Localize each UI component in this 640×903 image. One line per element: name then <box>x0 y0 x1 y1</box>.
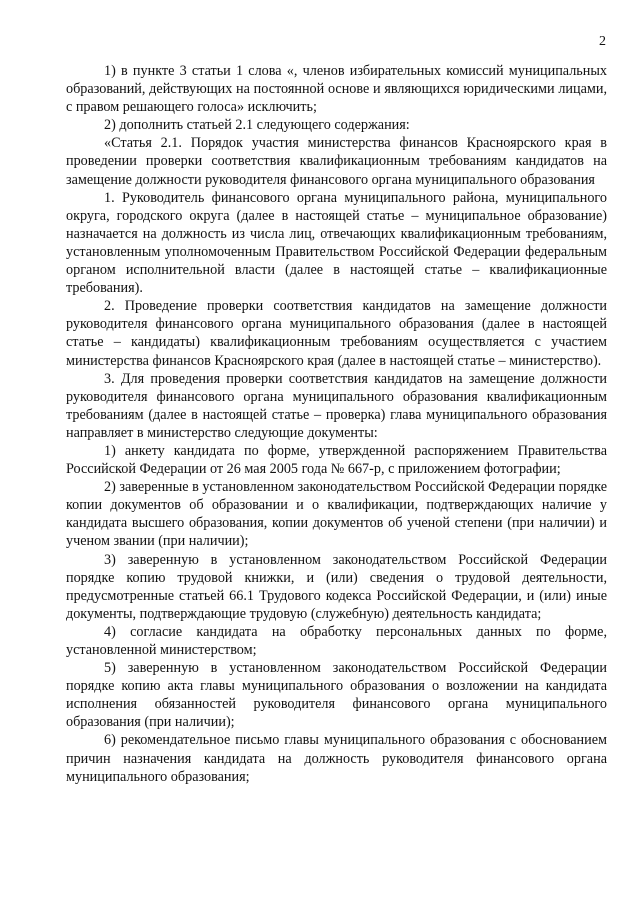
page-number: 2 <box>599 34 606 49</box>
paragraph-amendment-2: 2) дополнить статьей 2.1 следующего содержания: <box>104 117 410 134</box>
list-item-5: 5) заверенную в установленном законодательством Российской Федерации порядке копию акта главы муниципального образования о возложении на кандидата исполнения обязанностей руководителя финансового органа муниципального образования (при наличии); <box>66 660 607 731</box>
list-item-1: 1) анкету кандидата по форме, утвержденной распоряжением Правительства Российской Федерации от 26 мая 2005 года № 667-р, с приложением фотографии; <box>66 442 607 478</box>
list-item-2: 2) заверенные в установленном законодательством Российской Федерации порядке копии документов об образовании и о квалификации, подтверждающих наличие у кандидата высшего образования, копии документов об ученой степени (при наличии) и ученом звании (при наличии); <box>66 479 608 550</box>
list-item-4: 4) согласие кандидата на обработку персональных данных по форме, установленной министерством; <box>66 623 607 658</box>
paragraph-clause-2: 2. Проведение проверки соответствия кандидатов на замещение должности руководителя финансового органа муниципального образования (далее в настоящей статье – кандидаты) квалификационным требованиям осуществляется с участием министерства финансов Красноярского края (далее в настоящей статье – министерство). <box>66 298 607 369</box>
list-item-3: 3) заверенную в установленном законодательством Российской Федерации порядке копию трудовой книжки, и (или) сведения о трудовой деятельности, предусмотренные статьей 66.1 Трудового кодекса Российской Федерации, и (или) иные документы, подтверждающие трудовую (служебную) деятельность кандидата; <box>66 551 607 622</box>
paragraph-clause-1: 1. Руководитель финансового органа муниципального района, муниципального округа, городского округа (далее в настоящей статье – муниципальное образование) назначается на должность из числа лиц, отвечающих квалификационным требованиям, установленным уполномоченным Правительством Российской Федерации федеральным органом исполнительной власти (далее в настоящей статье – квалификационные требования). <box>66 189 607 297</box>
list-item-6: 6) рекомендательное письмо главы муниципального образования с обоснованием причин назначения кандидата на должность руководителя финансового органа муниципального образования; <box>66 732 607 785</box>
article-heading: «Статья 2.1. Порядок участия министерства финансов Красноярского края в проведении проверки соответствия квалификационным требованиям кандидатов на замещение должности руководителя финансового органа муниципального образования <box>66 135 607 188</box>
document-body <box>66 62 607 786</box>
paragraph-clause-3: 3. Для проведения проверки соответствия кандидатов на замещение должности руководителя финансового органа муниципального образования квалификационным требованиям (далее в настоящей статье – проверка) глава муниципального образования направляет в министерство следующие документы: <box>66 370 607 441</box>
paragraph-amendment-1: 1) в пункте 3 статьи 1 слова «, членов избирательных комиссий муниципальных образований, действующих на постоянной основе и являющихся юридическими лицами, с правом решающего голоса» исключить; <box>66 63 607 116</box>
